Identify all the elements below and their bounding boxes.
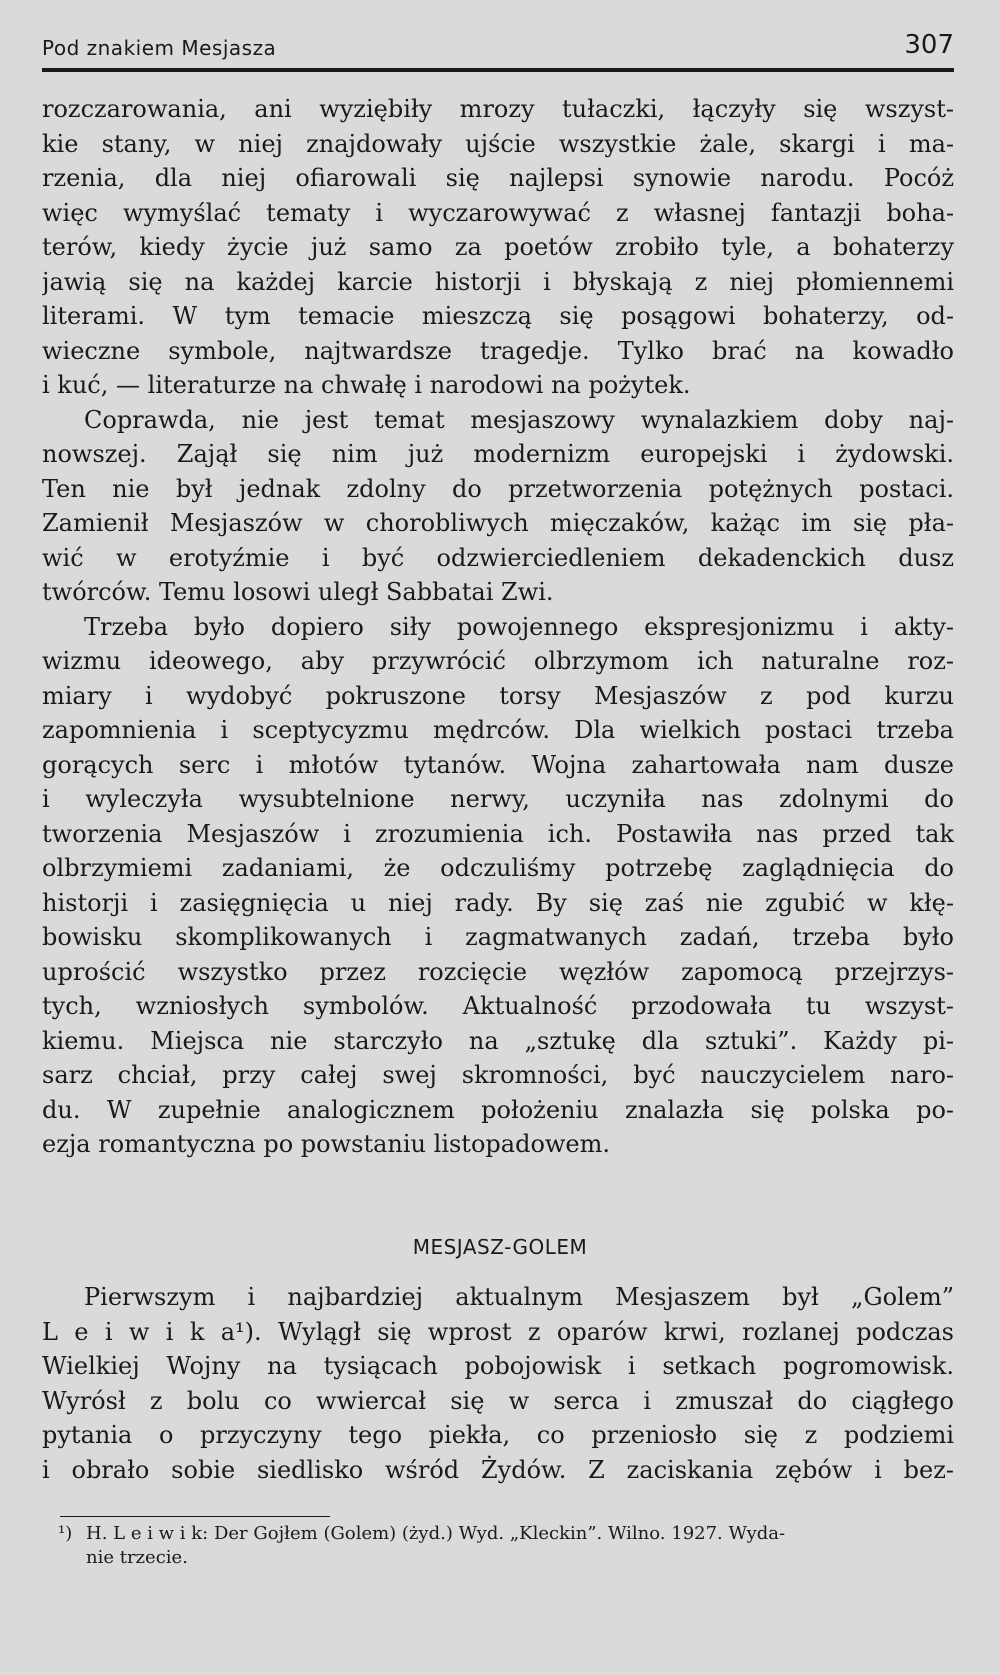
- text-line: więc wymyślać tematy i wyczarowywać z własnej fantazji boha-: [42, 198, 954, 227]
- body-text: [42, 92, 954, 1162]
- text-line: Pierwszym i najbardziej aktualnym Mesjaszem był „Golem”: [84, 1283, 954, 1311]
- text-line: twórców. Temu losowi uległ Sabbatai Zwi.: [42, 578, 554, 606]
- text-line: tych, wzniosłych symbolów. Aktualność przodowała tu wszyst-: [42, 992, 954, 1020]
- text-line: wizmu ideowego, aby przywrócić olbrzymom ich naturalne roz-: [42, 647, 954, 675]
- text-line: terów, kiedy życie już samo za poetów zrobiło tyle, a bohaterzy: [42, 233, 954, 261]
- text-line: Coprawda, nie jest temat mesjaszowy wynalazkiem doby naj-: [84, 405, 954, 434]
- text-line: rozczarowania, ani wyziębiły mrozy tułaczki, łączyły się wszyst-: [42, 95, 954, 123]
- text-line: gorących serc i młotów tytanów. Wojna zahartowała nam dusze: [42, 750, 954, 779]
- body-text-section: [42, 1280, 954, 1487]
- text-line: wieczne symbole, najtwardsze tragedje. Tylko brać na kowadło: [42, 336, 954, 365]
- text-line: jawią się na każdej karcie historji i błyskają z niej płomiennemi: [42, 267, 954, 296]
- text-line: Ten nie był jednak zdolny do przetworzenia potężnych postaci.: [42, 474, 954, 503]
- text-line: nowszej. Zajął się nim już modernizm europejski i żydowski.: [42, 440, 954, 468]
- text-line: i kuć, — literaturze na chwałę i narodowi na pożytek.: [42, 371, 691, 399]
- text-line: rzenia, dla niej ofiarowali się najlepsi synowie narodu. Pocóż: [42, 164, 954, 192]
- footnote-line: [42, 1522, 954, 1546]
- text-line: i wyleczyła wysubtelnione nerwy, uczyniła nas zdolnymi do: [42, 785, 954, 813]
- text-line: miary i wydobyć pokruszone torsy Mesjaszów z pod kurzu: [42, 681, 954, 710]
- footnote-number: ¹): [58, 1523, 73, 1544]
- text-line: kiemu. Miejsca nie starczyło na „sztukę dla sztuki”. Każdy pi-: [42, 1026, 954, 1055]
- text-line: historji i zasięgnięcia u niej rady. By się zaś nie zgubić w kłę-: [42, 888, 954, 917]
- text-line: Wielkiej Wojny na tysiącach pobojowisk i setkach pogromowisk.: [42, 1352, 954, 1380]
- text-line: ezja romantyczna po powstaniu listopadowem.: [42, 1130, 611, 1158]
- text-line: zapomnienia i sceptycyzmu mędrców. Dla wielkich postaci trzeba: [42, 716, 954, 744]
- running-head: [42, 30, 954, 66]
- text-line: uprościć wszystko przez rozcięcie węzłów zapomocą przejrzys-: [42, 957, 954, 986]
- text-line: bowisku skomplikowanych i zagmatwanych zadań, trzeba było: [42, 923, 954, 951]
- footnote-rule: [60, 1516, 330, 1517]
- text-line: Wyrósł z bolu co wwiercał się w serca i zmuszał do ciągłego: [42, 1386, 954, 1415]
- text-line: du. W zupełnie analogicznem położeniu znalazła się polska po-: [42, 1095, 954, 1124]
- text-line: literami. W tym temacie mieszczą się posągowi bohaterzy, od-: [42, 302, 954, 330]
- section-title: MESJASZ-GOLEM: [412, 1235, 588, 1259]
- running-title: Pod znakiem Mesjasza: [42, 36, 277, 60]
- footnote-line: nie trzecie.: [86, 1547, 188, 1568]
- text-line: sarz chciał, przy całej swej skromności, być nauczycielem naro-: [42, 1061, 954, 1089]
- text-line: L e i w i k a¹). Wylągł się wprost z oparów krwi, rozlanej podczas: [42, 1317, 954, 1346]
- text-line: olbrzymiemi zadaniami, że odczuliśmy potrzebę zaglądnięcia do: [42, 854, 954, 882]
- text-line: pytania o przyczyny tego piekła, co przeniosło się z podziemi: [42, 1421, 954, 1449]
- page-number: 307: [904, 30, 954, 60]
- footnote-text: H. L e i w i k: Der Gojłem (Golem) (żyd.) Wyd. „Kleckin”. Wilno. 1927. Wyda-: [86, 1523, 786, 1544]
- text-line: Zamienił Mesjaszów w chorobliwych mięczaków, każąc im się pła-: [42, 509, 954, 537]
- text-line: wić w erotyźmie i być odzwierciedleniem dekadenckich dusz: [42, 543, 954, 572]
- text-line: kie stany, w niej znajdowały ujście wszystkie żale, skargi i ma-: [42, 129, 954, 158]
- footnote: [42, 1522, 954, 1570]
- text-line: tworzenia Mesjaszów i zrozumienia ich. Postawiła nas przed tak: [42, 819, 954, 848]
- text-line: Trzeba było dopiero siły powojennego ekspresjonizmu i akty-: [84, 612, 954, 641]
- text-line: i obrało sobie siedlisko wśród Żydów. Z zaciskania zębów i bez-: [42, 1455, 954, 1484]
- header-rule: [42, 68, 954, 72]
